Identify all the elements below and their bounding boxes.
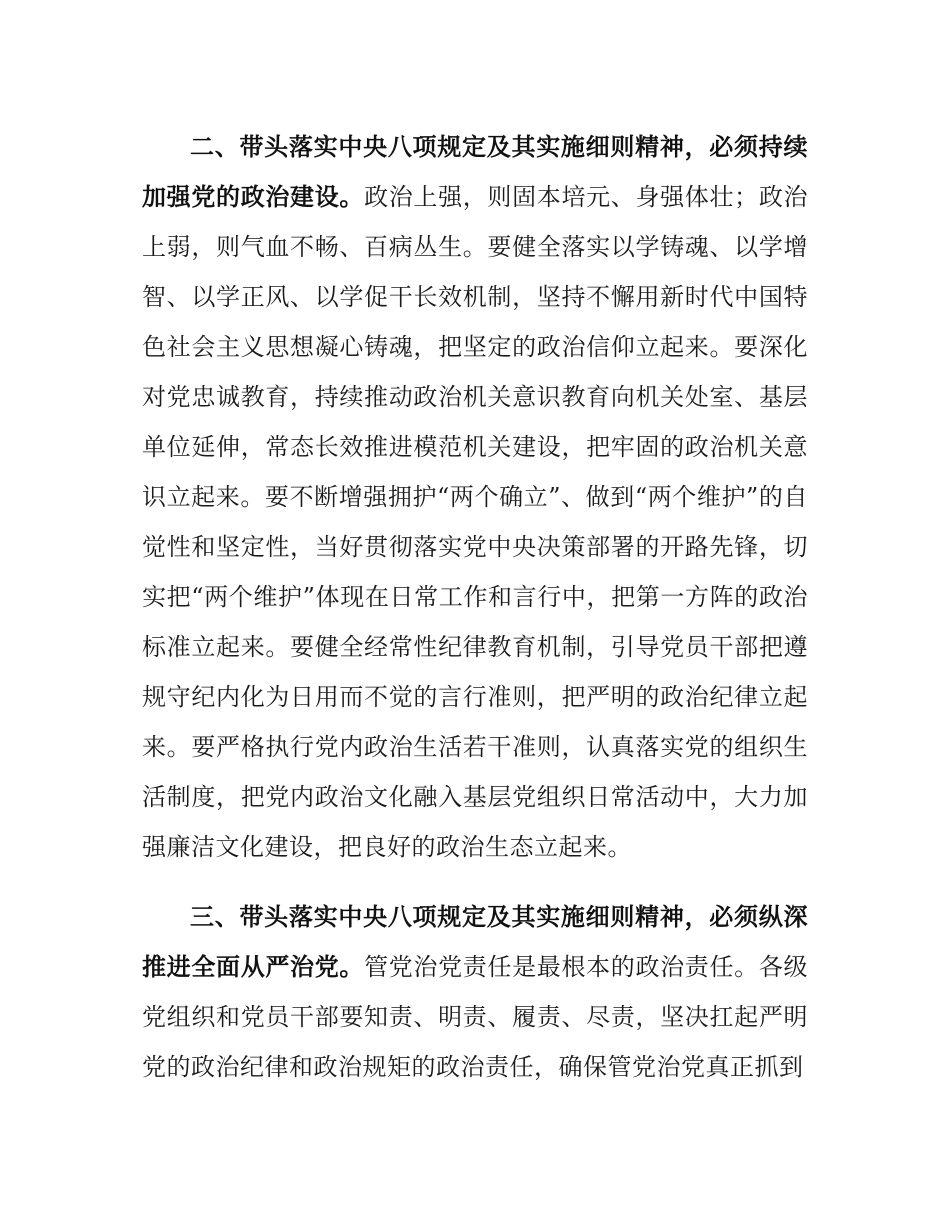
paragraph-body-text: 政治上强，则固本培元、身强体壮；政治上弱，则气血不畅、百病丛生。要健全落实以学铸魂、以学增智、以学正风、以学促干长效机制，坚持不懈用新时代中国特色社会主义思想凝心铸魂，把坚定的政治信仰立起来。要深化对党忠诚教育，持续推动政治机关意识教育向机关处室、基层单位延伸，常态长效推进模范机关建设，把牢固的政治机关意识立起来。要不断增强拥护“两个确立”、做到“两个维护”的自觉性和坚定性，当好贯彻落实党中央决策部署的开路先锋，切实把“两个维护”体现在日常工作和言行中，把第一方阵的政治标准立起来。要健全经常性纪律教育机制，引导党员干部把遵规守纪内化为日用而不觉的言行准则，把严明的政治纪律立起来。要严格执行党内政治生活若干准则，认真落实党的组织生活制度，把党内政治文化融入基层党组织日常活动中，大力加强廉洁文化建设，把良好的政治生态立起来。 [142,183,809,861]
paragraph-section-two [142,122,808,872]
document-body [142,122,808,1092]
paragraph-section-three [142,892,808,1092]
paragraph-lead-heading: 三、带头落实中央八项规定及其实施细则精神，必须纵深推进全面从严治党。 [142,903,808,981]
paragraph-body-text: 管党治党责任是最根本的政治责任。各级党组织和党员干部要知责、明责、履责、尽责，坚决扛起严明党的政治纪律和政治规矩的政治责任，确保管党治党真正抓到 [142,953,809,1081]
paragraph-lead-heading: 二、带头落实中央八项规定及其实施细则精神，必须持续加强党的政治建设。 [142,133,808,211]
